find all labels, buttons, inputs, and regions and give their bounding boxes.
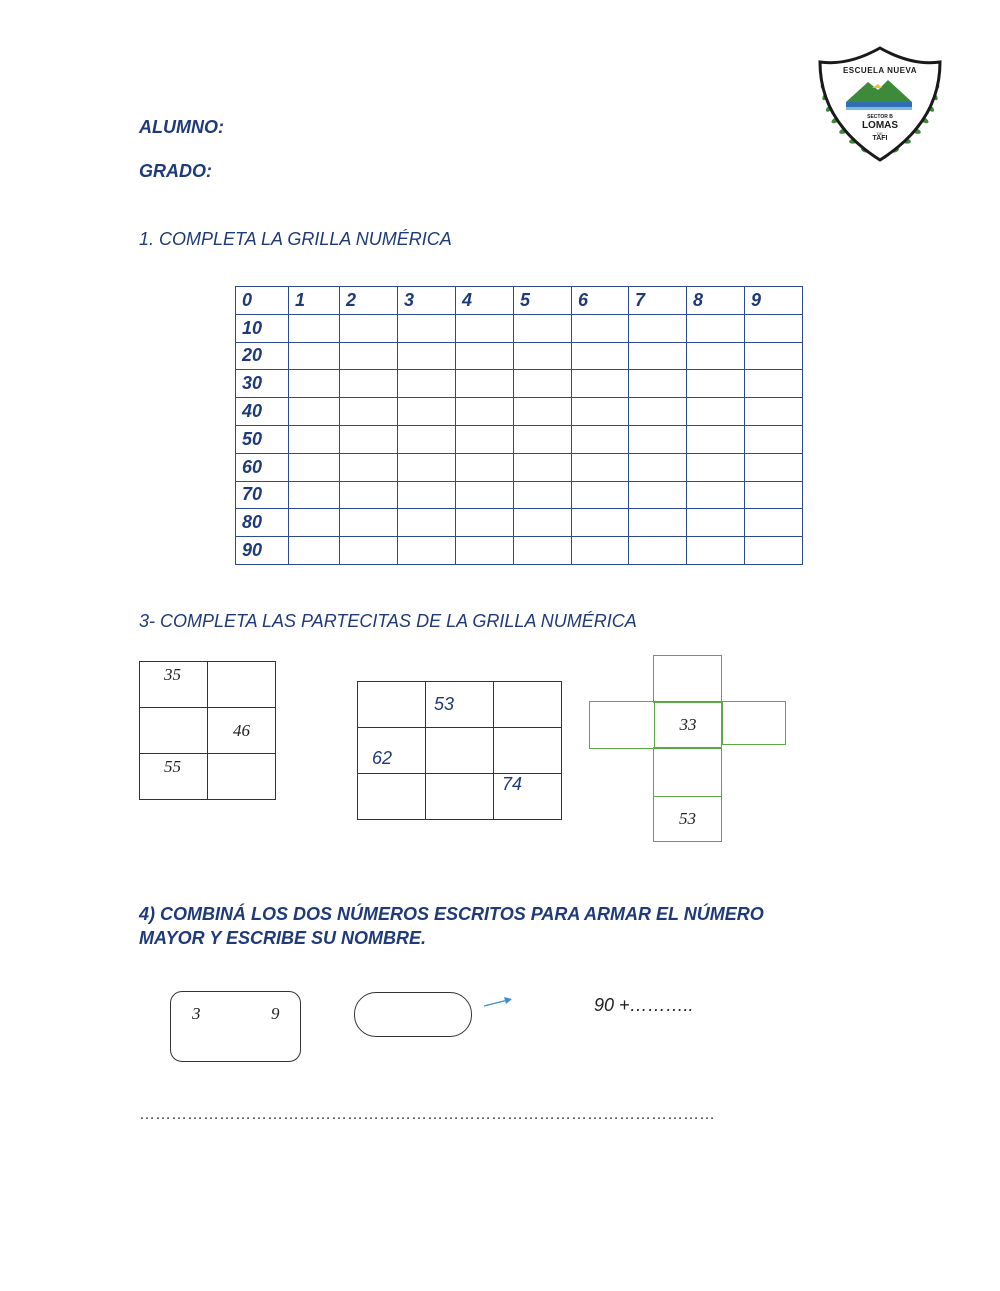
grid-cell[interactable] — [340, 398, 398, 426]
grid-cell[interactable] — [745, 453, 803, 481]
puzzle2-cell[interactable] — [426, 682, 494, 728]
grid-cell: 2 — [340, 287, 398, 315]
grid-cell[interactable] — [456, 398, 514, 426]
grid-cell[interactable] — [629, 370, 687, 398]
grid-row — [236, 342, 803, 370]
section3-title: 3- COMPLETA LAS PARTECITAS DE LA GRILLA NUMÉRICA — [139, 611, 637, 631]
digit-a: 3 — [192, 1004, 201, 1023]
grid-cell[interactable] — [456, 342, 514, 370]
grid-cell[interactable] — [340, 481, 398, 509]
grid-cell[interactable] — [629, 453, 687, 481]
puzzle1-cell[interactable] — [208, 754, 276, 800]
puzzle1-row — [140, 754, 276, 800]
grid-cell[interactable] — [745, 425, 803, 453]
puzzle2-cell[interactable] — [494, 682, 562, 728]
puzzle2-value: 74 — [502, 774, 523, 794]
number-grid — [235, 286, 803, 565]
grid-cell[interactable] — [514, 481, 572, 509]
grid-cell[interactable] — [289, 425, 340, 453]
puzzle2-cell[interactable] — [358, 774, 426, 820]
grid-cell[interactable] — [629, 342, 687, 370]
grid-cell[interactable] — [514, 314, 572, 342]
puzzle1-cell[interactable] — [140, 708, 208, 754]
grid-cell[interactable] — [456, 314, 514, 342]
puzzle-2 — [357, 681, 562, 820]
grid-cell[interactable] — [745, 314, 803, 342]
grid-cell: 0 — [236, 287, 289, 315]
grid-cell[interactable] — [289, 509, 340, 537]
puzzle2-value: 62 — [372, 748, 393, 768]
grid-cell[interactable] — [687, 398, 745, 426]
grid-cell[interactable] — [745, 481, 803, 509]
grid-cell[interactable] — [340, 537, 398, 565]
grid-cell[interactable] — [629, 481, 687, 509]
grid-row — [236, 481, 803, 509]
grid-cell[interactable] — [398, 537, 456, 565]
grid-row — [236, 370, 803, 398]
grid-cell[interactable] — [398, 398, 456, 426]
grid-cell[interactable] — [687, 509, 745, 537]
grid-row — [236, 509, 803, 537]
grid-cell[interactable] — [514, 342, 572, 370]
grid-cell: 40 — [236, 398, 289, 426]
grid-cell[interactable] — [572, 398, 629, 426]
grid-cell[interactable] — [629, 537, 687, 565]
grid-cell: 1 — [289, 287, 340, 315]
grid-cell[interactable] — [398, 425, 456, 453]
grid-cell[interactable] — [629, 398, 687, 426]
grid-cell[interactable] — [514, 537, 572, 565]
digit-b: 9 — [271, 1004, 280, 1023]
grado-label: GRADO: — [139, 161, 212, 181]
logo-line1: SECTOR B — [867, 114, 893, 120]
grid-cell: 7 — [629, 287, 687, 315]
puzzle3-center-value: 33 — [679, 715, 697, 734]
grid-cell[interactable] — [289, 370, 340, 398]
answer-line[interactable]: ……………………………………………………………………………………………… — [139, 1106, 715, 1123]
puzzle3-cell-top[interactable] — [653, 655, 722, 703]
puzzle3-bottom-value: 53 — [679, 809, 696, 828]
puzzle3-cell-left[interactable] — [589, 701, 655, 749]
grid-cell[interactable] — [572, 342, 629, 370]
grid-cell[interactable] — [572, 370, 629, 398]
puzzle1-cell: 55 — [140, 754, 208, 800]
grid-cell: 10 — [236, 314, 289, 342]
grid-cell[interactable] — [572, 537, 629, 565]
grid-cell[interactable] — [629, 425, 687, 453]
grid-row — [236, 425, 803, 453]
grid-cell[interactable] — [289, 398, 340, 426]
puzzle1-row — [140, 662, 276, 708]
grid-cell[interactable] — [514, 509, 572, 537]
grid-cell[interactable] — [340, 370, 398, 398]
grid-cell[interactable] — [398, 453, 456, 481]
grid-cell[interactable] — [456, 537, 514, 565]
grid-cell[interactable] — [572, 509, 629, 537]
puzzle3-cell-middle[interactable] — [653, 747, 722, 797]
section4-title — [139, 902, 764, 950]
grid-cell[interactable] — [687, 314, 745, 342]
grid-cell[interactable] — [745, 537, 803, 565]
grid-row — [236, 314, 803, 342]
grid-row — [236, 537, 803, 565]
grid-cell: 90 — [236, 537, 289, 565]
grid-cell[interactable] — [289, 314, 340, 342]
grid-row — [236, 287, 803, 315]
grid-cell[interactable] — [340, 425, 398, 453]
grid-cell[interactable] — [687, 481, 745, 509]
grid-cell[interactable] — [572, 425, 629, 453]
grid-cell[interactable] — [514, 398, 572, 426]
grid-cell[interactable] — [745, 342, 803, 370]
grid-cell[interactable] — [629, 314, 687, 342]
grid-cell: 4 — [456, 287, 514, 315]
grid-cell[interactable] — [745, 398, 803, 426]
digits-box — [170, 991, 301, 1062]
grid-cell: 9 — [745, 287, 803, 315]
grid-cell[interactable] — [629, 509, 687, 537]
puzzle1-cell[interactable] — [208, 662, 276, 708]
puzzle2-cell[interactable] — [358, 682, 426, 728]
logo-line3: DE — [877, 131, 883, 136]
grid-cell[interactable] — [340, 314, 398, 342]
alumno-label: ALUMNO: — [139, 117, 224, 137]
puzzle2-cell[interactable] — [494, 774, 562, 820]
grid-cell[interactable] — [456, 453, 514, 481]
grid-cell[interactable] — [289, 342, 340, 370]
puzzle1-row — [140, 708, 276, 754]
grid-cell[interactable] — [687, 425, 745, 453]
grid-cell[interactable] — [398, 509, 456, 537]
grid-cell: 60 — [236, 453, 289, 481]
grid-cell[interactable] — [687, 342, 745, 370]
grid-cell[interactable] — [687, 537, 745, 565]
puzzle1-cell: 35 — [140, 662, 208, 708]
grid-cell[interactable] — [398, 370, 456, 398]
school-logo — [812, 44, 948, 166]
section4-title-line1: 4) COMBINÁ LOS DOS NÚMEROS ESCRITOS PARA ARMAR EL NÚMERO — [139, 904, 764, 924]
grid-cell: 8 — [687, 287, 745, 315]
puzzle3-cell-bottom[interactable] — [653, 796, 722, 842]
answer-number-box[interactable] — [354, 992, 472, 1037]
grid-row — [236, 398, 803, 426]
grid-cell: 70 — [236, 481, 289, 509]
logo-line4: TAFI — [872, 135, 888, 142]
section1-title: 1. COMPLETA LA GRILLA NUMÉRICA — [139, 229, 452, 249]
puzzle3-cell-right[interactable] — [722, 701, 786, 745]
grid-cell: 50 — [236, 425, 289, 453]
grid-cell[interactable] — [456, 481, 514, 509]
grid-cell[interactable] — [340, 342, 398, 370]
grid-cell[interactable] — [687, 453, 745, 481]
grid-cell[interactable] — [456, 425, 514, 453]
grid-cell[interactable] — [572, 481, 629, 509]
grid-cell[interactable] — [289, 453, 340, 481]
grid-cell[interactable] — [289, 537, 340, 565]
puzzle1-cell: 46 — [208, 708, 276, 754]
grid-cell[interactable] — [514, 425, 572, 453]
grid-cell[interactable] — [572, 314, 629, 342]
grid-cell[interactable] — [745, 370, 803, 398]
grid-cell: 6 — [572, 287, 629, 315]
logo-top-text: ESCUELA NUEVA — [842, 66, 918, 75]
grid-cell: 20 — [236, 342, 289, 370]
grid-cell: 5 — [514, 287, 572, 315]
grid-cell[interactable] — [745, 509, 803, 537]
puzzle3-cell-center[interactable] — [654, 701, 722, 749]
grid-cell: 30 — [236, 370, 289, 398]
puzzle2-cell[interactable] — [494, 728, 562, 774]
grid-cell[interactable] — [398, 314, 456, 342]
grid-cell[interactable] — [456, 370, 514, 398]
grid-cell[interactable] — [514, 370, 572, 398]
grid-cell[interactable] — [289, 481, 340, 509]
grid-cell[interactable] — [514, 453, 572, 481]
answer-expression: 90 +……….. — [594, 995, 694, 1015]
grid-cell[interactable] — [687, 370, 745, 398]
grid-cell: 3 — [398, 287, 456, 315]
grid-cell[interactable] — [340, 453, 398, 481]
puzzle2-cell[interactable] — [358, 728, 426, 774]
arrow-icon — [482, 994, 516, 1010]
grid-cell[interactable] — [456, 509, 514, 537]
section4-title-line2: MAYOR Y ESCRIBE SU NOMBRE. — [139, 928, 427, 948]
logo-line2: LOMAS — [861, 120, 899, 131]
grid-row — [236, 453, 803, 481]
grid-cell: 80 — [236, 509, 289, 537]
puzzle2-value: 53 — [434, 694, 455, 714]
puzzle2-cell[interactable] — [426, 774, 494, 820]
puzzle2-cell[interactable] — [426, 728, 494, 774]
grid-cell[interactable] — [398, 481, 456, 509]
puzzle-1 — [139, 661, 276, 800]
grid-cell[interactable] — [340, 509, 398, 537]
grid-cell[interactable] — [572, 453, 629, 481]
grid-cell[interactable] — [398, 342, 456, 370]
